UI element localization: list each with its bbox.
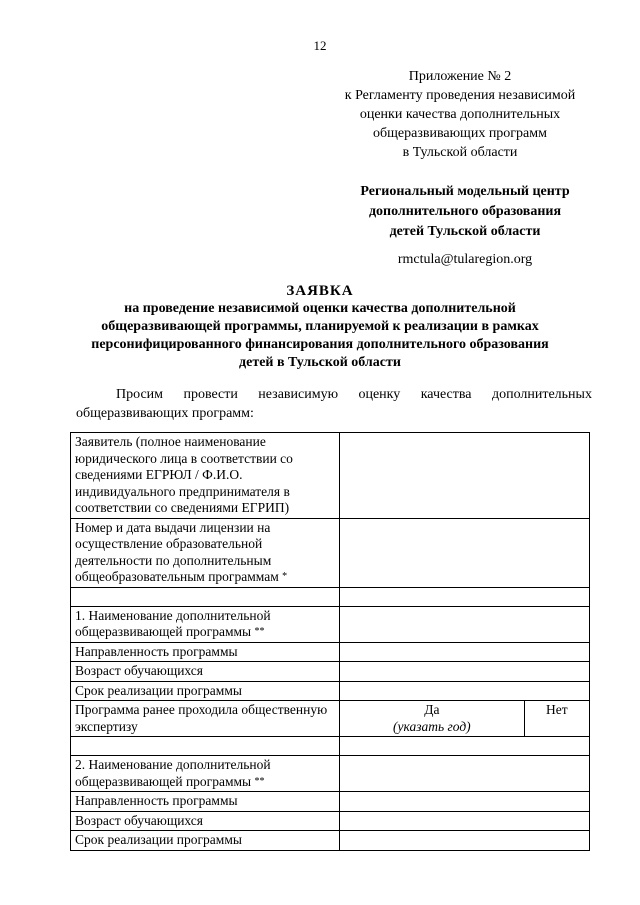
program1-expertise-label: Программа ранее проходила общественную экспертизу (71, 701, 340, 737)
recipient-line: детей Тульской области (389, 224, 541, 239)
table-row (71, 662, 590, 682)
title-main: ЗАЯВКА (286, 283, 354, 299)
table-spacer-row (71, 587, 590, 606)
recipient-block (310, 182, 620, 242)
title-line: общеразвивающей программы, планируемой к реализации в рамках (101, 319, 539, 334)
intro-line: общеразвивающих программ: (76, 406, 254, 421)
intro-word: Просим (116, 387, 164, 402)
program2-name-label (71, 756, 340, 792)
program1-age-label: Возраст обучающихся (71, 662, 340, 682)
program2-direction-value[interactable] (340, 792, 590, 812)
table-row (71, 681, 590, 701)
footnote-mark: * (282, 571, 288, 582)
appendix-line: Приложение № 2 (408, 69, 512, 84)
intro-word: провести (183, 387, 238, 402)
title-line: персонифицированного финансирования дополнительного образования (91, 337, 549, 352)
intro-word: независимую (258, 387, 339, 402)
recipient-line: Региональный модельный центр (360, 184, 570, 199)
appendix-line: общеразвивающих программ (372, 126, 547, 141)
expertise-no-cell[interactable] (524, 701, 589, 737)
title-line: на проведение независимой оценки качества дополнительной (124, 301, 516, 316)
program2-term-value[interactable] (340, 831, 590, 851)
expertise-yes-cell[interactable] (340, 701, 525, 737)
intro-line (76, 385, 592, 404)
table-row (71, 701, 590, 737)
program1-term-value[interactable] (340, 681, 590, 701)
license-text: Номер и дата выдачи лицензии на осуществление образовательной деятельности по дополнительным общеобразовательным программам (75, 519, 279, 584)
expertise-yes-note: (указать год) (393, 718, 471, 734)
table-row (71, 433, 590, 519)
title-line: детей в Тульской области (239, 355, 401, 370)
program2-name-value[interactable] (340, 756, 590, 792)
program2-name-text: 2. Наименование дополнительной общеразвивающей программы (75, 757, 271, 789)
program1-direction-value[interactable] (340, 642, 590, 662)
spacer-cell (340, 737, 590, 756)
appendix-block (300, 67, 620, 162)
document-title (40, 282, 600, 372)
program2-direction-label: Направленность программы (71, 792, 340, 812)
license-label (71, 518, 340, 587)
recipient-line: дополнительного образования (368, 204, 562, 219)
program2-term-label: Срок реализации программы (71, 831, 340, 851)
license-value[interactable] (340, 518, 590, 587)
program1-age-value[interactable] (340, 662, 590, 682)
program2-age-value[interactable] (340, 811, 590, 831)
table-row (71, 606, 590, 642)
appendix-line: оценки качества дополнительных (359, 107, 561, 122)
program1-name-text: 1. Наименование дополнительной общеразвивающей программы (75, 607, 271, 639)
intro-word: оценку (358, 387, 401, 402)
page-number: 12 (313, 38, 327, 53)
table-row (71, 518, 590, 587)
footnote-mark: ** (254, 775, 265, 787)
spacer-cell (71, 737, 340, 756)
program1-term-label: Срок реализации программы (71, 681, 340, 701)
spacer-cell (71, 587, 340, 606)
recipient-email: rmctula@tularegion.org (397, 252, 533, 267)
table-row (71, 811, 590, 831)
table-row (71, 642, 590, 662)
expertise-yes: Да (424, 702, 440, 717)
table-spacer-row (71, 737, 590, 756)
intro-paragraph (76, 385, 592, 423)
table-row (71, 756, 590, 792)
program1-name-label (71, 606, 340, 642)
program2-age-label: Возраст обучающихся (71, 811, 340, 831)
program1-name-value[interactable] (340, 606, 590, 642)
expertise-no: Нет (546, 702, 568, 717)
footnote-mark: ** (254, 626, 265, 637)
application-table (70, 432, 590, 851)
program1-direction-label: Направленность программы (71, 642, 340, 662)
appendix-line: к Регламенту проведения независимой (344, 88, 576, 103)
applicant-value[interactable] (340, 433, 590, 519)
table-row (71, 792, 590, 812)
spacer-cell (340, 587, 590, 606)
table-row (71, 831, 590, 851)
intro-word: дополнительных (491, 387, 592, 402)
intro-word: качества (420, 387, 472, 402)
appendix-line: в Тульской области (402, 145, 518, 160)
applicant-label: Заявитель (полное наименование юридического лица в соответствии со сведениями ЕГРЮЛ / Ф.И.О. индивидуального предпринимателя в соответствии со сведениями ЕГРИП) (71, 433, 340, 519)
